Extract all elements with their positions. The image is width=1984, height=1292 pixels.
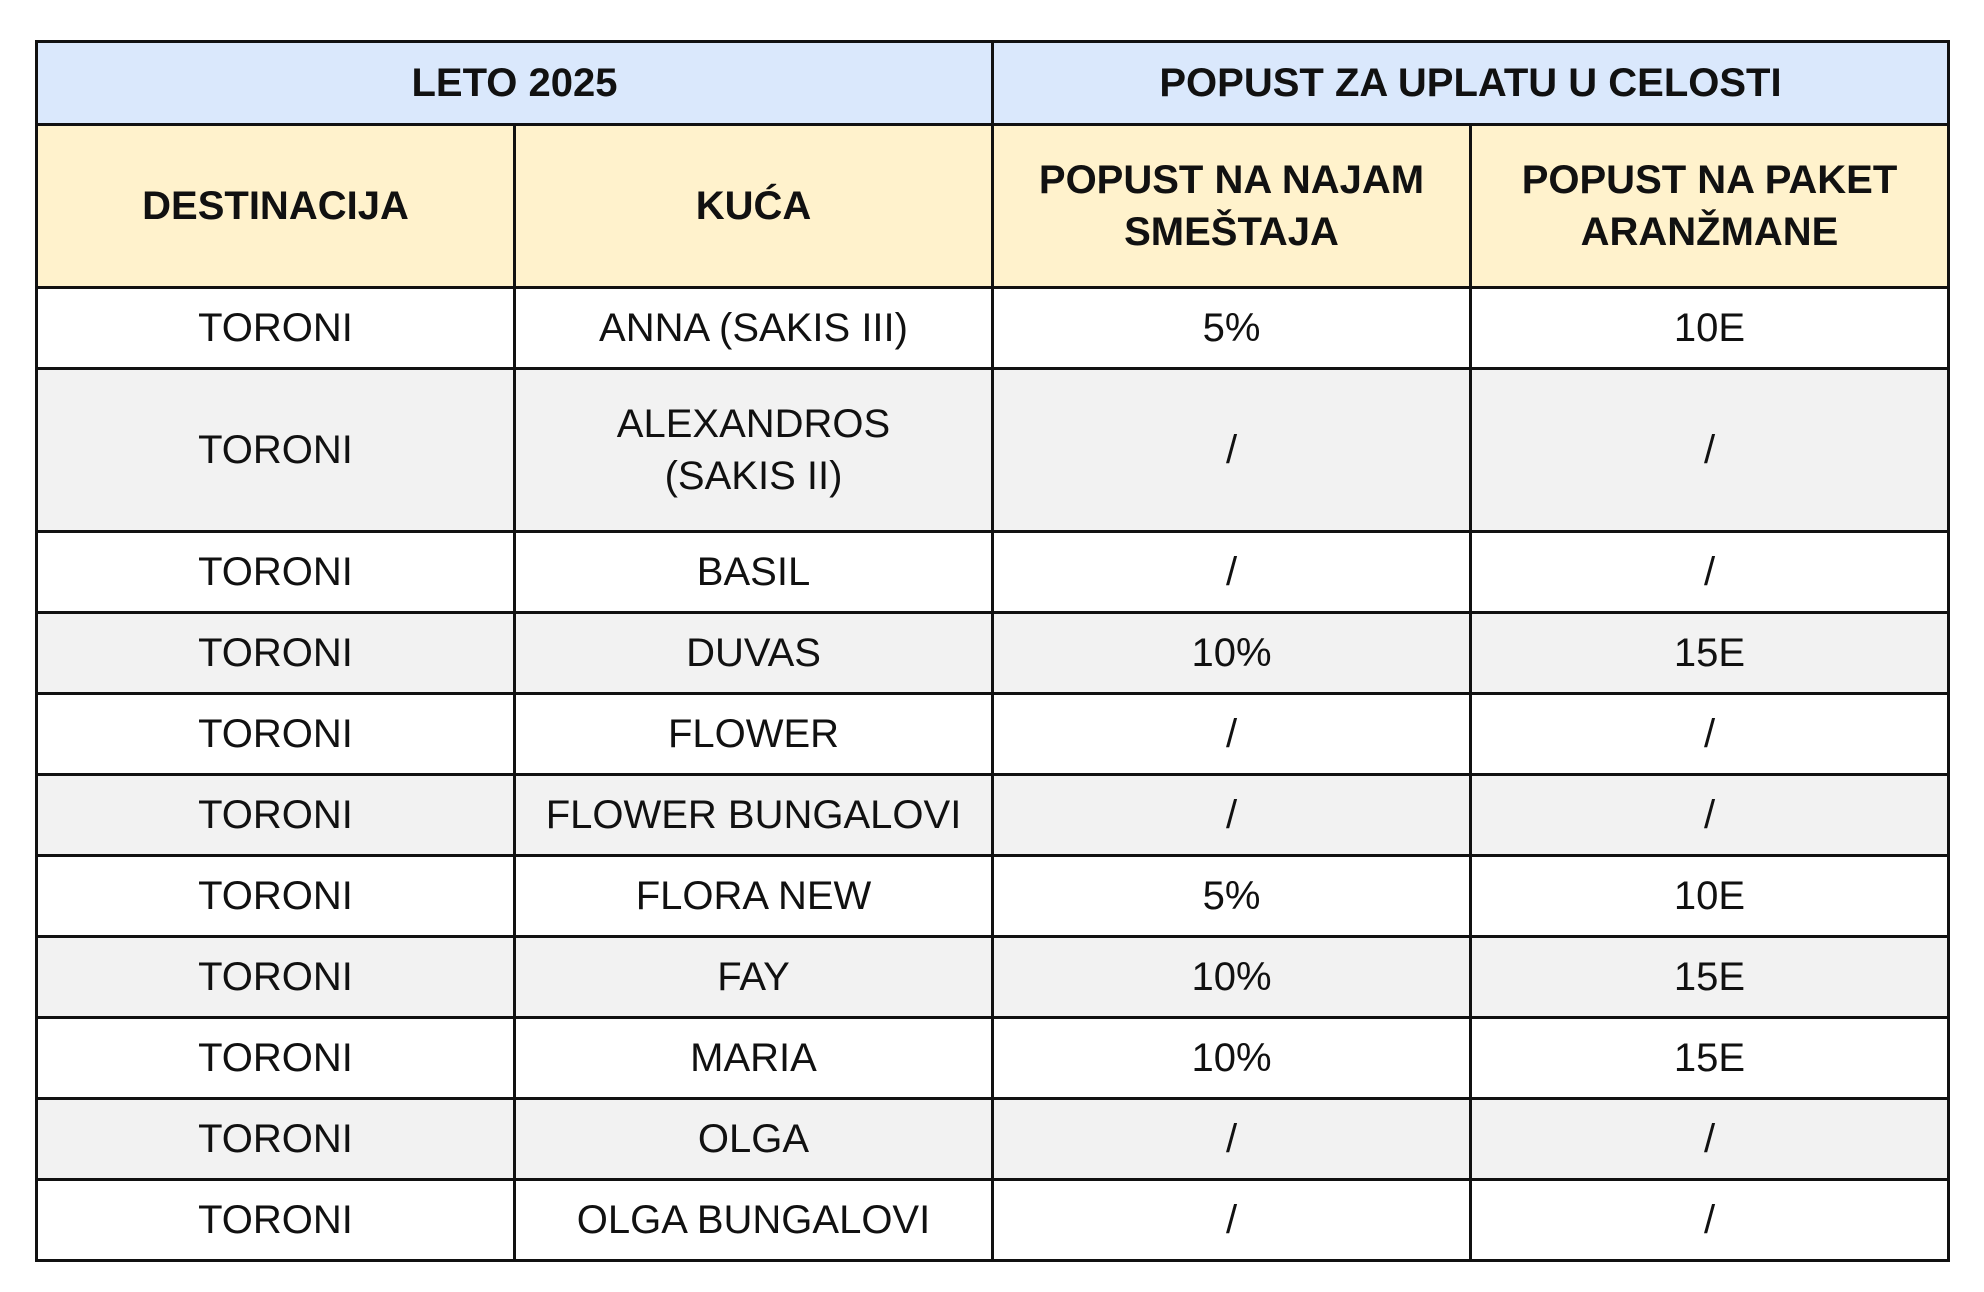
- cell-package-discount: 15E: [1471, 1018, 1949, 1099]
- column-header-package-discount: [1471, 125, 1949, 288]
- cell-house: BASIL: [515, 532, 993, 613]
- cell-house: OLGA: [515, 1099, 993, 1180]
- cell-house: MARIA: [515, 1018, 993, 1099]
- table-row: [37, 1018, 1949, 1099]
- table-row: [37, 288, 1949, 369]
- column-header-house: KUĆA: [515, 125, 993, 288]
- table-row: [37, 532, 1949, 613]
- cell-destination: TORONI: [37, 775, 515, 856]
- cell-package-discount: 15E: [1471, 937, 1949, 1018]
- cell-destination: TORONI: [37, 613, 515, 694]
- header-row-top: [37, 42, 1949, 125]
- discount-group-header: POPUST ZA UPLATU U CELOSTI: [993, 42, 1949, 125]
- column-header-package-discount-label: POPUST NA PAKET ARANŽMANE: [1521, 158, 1898, 254]
- cell-accommodation-discount: /: [993, 532, 1471, 613]
- table-row: [37, 856, 1949, 937]
- table-row: [37, 1099, 1949, 1180]
- cell-house: DUVAS: [515, 613, 993, 694]
- cell-accommodation-discount: /: [993, 1180, 1471, 1261]
- cell-destination: TORONI: [37, 369, 515, 532]
- table-row: [37, 775, 1949, 856]
- cell-accommodation-discount: /: [993, 775, 1471, 856]
- cell-destination: TORONI: [37, 532, 515, 613]
- cell-package-discount: /: [1471, 532, 1949, 613]
- cell-accommodation-discount: /: [993, 1099, 1471, 1180]
- cell-house: FLORA NEW: [515, 856, 993, 937]
- cell-accommodation-discount: /: [993, 694, 1471, 775]
- table-row: [37, 369, 1949, 532]
- cell-accommodation-discount: 10%: [993, 937, 1471, 1018]
- column-header-accommodation-discount-label: POPUST NA NAJAM SMEŠTAJA: [1038, 158, 1425, 254]
- cell-accommodation-discount: 5%: [993, 856, 1471, 937]
- cell-package-discount: 10E: [1471, 856, 1949, 937]
- cell-package-discount: 15E: [1471, 613, 1949, 694]
- cell-house: FLOWER BUNGALOVI: [515, 775, 993, 856]
- cell-package-discount: /: [1471, 694, 1949, 775]
- cell-package-discount: /: [1471, 1099, 1949, 1180]
- table-row: [37, 694, 1949, 775]
- table-row: [37, 613, 1949, 694]
- cell-house-label: ALEXANDROS (SAKIS II): [616, 402, 891, 498]
- cell-house: ANNA (SAKIS III): [515, 288, 993, 369]
- column-header-accommodation-discount: [993, 125, 1471, 288]
- cell-destination: TORONI: [37, 1180, 515, 1261]
- cell-accommodation-discount: 10%: [993, 613, 1471, 694]
- cell-package-discount: 10E: [1471, 288, 1949, 369]
- cell-accommodation-discount: 5%: [993, 288, 1471, 369]
- discount-table: [35, 40, 1950, 1262]
- cell-package-discount: /: [1471, 1180, 1949, 1261]
- cell-accommodation-discount: /: [993, 369, 1471, 532]
- cell-house: FAY: [515, 937, 993, 1018]
- header-row-columns: [37, 125, 1949, 288]
- season-header: LETO 2025: [37, 42, 993, 125]
- table-row: [37, 937, 1949, 1018]
- column-header-destination: DESTINACIJA: [37, 125, 515, 288]
- cell-house: FLOWER: [515, 694, 993, 775]
- cell-package-discount: /: [1471, 369, 1949, 532]
- cell-house: [515, 369, 993, 532]
- cell-destination: TORONI: [37, 694, 515, 775]
- cell-destination: TORONI: [37, 1099, 515, 1180]
- cell-destination: TORONI: [37, 937, 515, 1018]
- table-row: [37, 1180, 1949, 1261]
- cell-accommodation-discount: 10%: [993, 1018, 1471, 1099]
- cell-destination: TORONI: [37, 288, 515, 369]
- cell-destination: TORONI: [37, 1018, 515, 1099]
- cell-destination: TORONI: [37, 856, 515, 937]
- cell-package-discount: /: [1471, 775, 1949, 856]
- cell-house: OLGA BUNGALOVI: [515, 1180, 993, 1261]
